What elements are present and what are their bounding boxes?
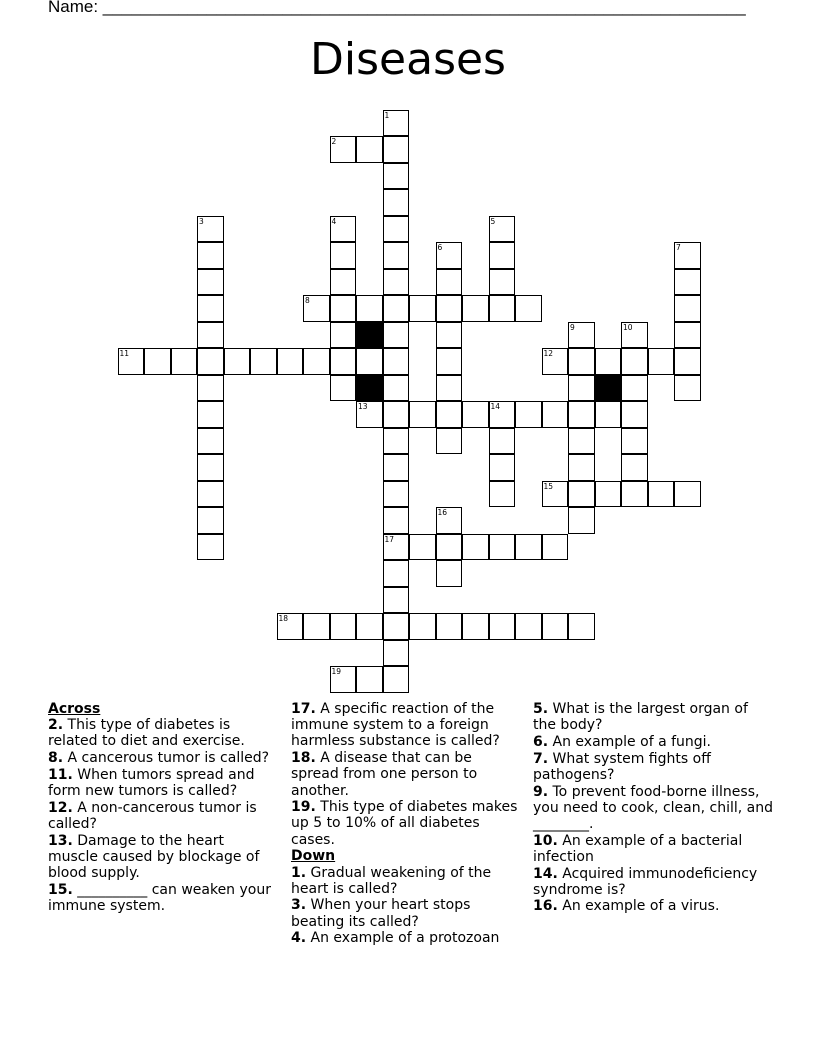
clue-number: 16 — [437, 508, 448, 517]
grid-cell[interactable] — [568, 428, 595, 455]
clue-number: 1 — [384, 110, 390, 120]
grid-cell[interactable] — [197, 401, 224, 428]
clue-label: 7. — [533, 750, 549, 767]
grid-cell[interactable] — [436, 428, 463, 455]
clue-number: 19 — [331, 667, 342, 676]
clue-label: 2. — [48, 717, 64, 734]
clue-text: A specific reaction of the immune system to a foreign harmless substance is called? — [291, 701, 500, 750]
grid-cell[interactable] — [489, 401, 516, 428]
grid-cell[interactable] — [621, 375, 648, 402]
grid-cell[interactable] — [330, 348, 357, 375]
grid-cell[interactable] — [515, 295, 542, 322]
clue-number: 17 — [384, 534, 395, 544]
grid-cell[interactable] — [383, 216, 410, 243]
grid-cell[interactable] — [436, 534, 463, 561]
grid-cell[interactable] — [330, 216, 357, 243]
grid-cell[interactable] — [197, 534, 224, 561]
clue-text: An example of a protozoan — [306, 930, 500, 947]
grid-cell[interactable] — [197, 322, 224, 349]
clue-item — [291, 930, 519, 946]
grid-cell[interactable] — [250, 348, 277, 375]
clue-number: 13 — [358, 402, 368, 411]
grid-cell[interactable] — [330, 666, 357, 693]
grid-cell[interactable] — [197, 269, 224, 296]
clue-item — [291, 701, 519, 750]
grid-cell[interactable] — [674, 242, 701, 269]
clue-text: This type of diabetes is related to diet and exercise. — [48, 717, 245, 750]
grid-cell[interactable] — [436, 242, 463, 269]
grid-cell[interactable] — [383, 534, 410, 561]
grid-cell[interactable] — [568, 348, 595, 375]
grid-cell[interactable] — [436, 322, 463, 349]
grid-cell[interactable] — [197, 216, 224, 243]
grid-cell[interactable] — [674, 295, 701, 322]
grid-cell[interactable] — [542, 481, 569, 508]
grid-cell[interactable] — [621, 401, 648, 428]
grid-cell[interactable] — [383, 242, 410, 269]
grid-cell[interactable] — [383, 507, 410, 534]
clue-item — [48, 750, 276, 766]
grid-cell[interactable] — [595, 401, 622, 428]
grid-cell[interactable] — [489, 428, 516, 455]
grid-cell[interactable] — [330, 136, 357, 163]
grid-cell[interactable] — [515, 613, 542, 640]
grid-cell[interactable] — [674, 269, 701, 296]
clue-text: What system fights off pathogens? — [533, 750, 711, 783]
grid-cell[interactable] — [303, 295, 330, 322]
grid-cell[interactable] — [330, 269, 357, 296]
grid-cell[interactable] — [383, 640, 410, 667]
clue-label: 11. — [48, 766, 73, 783]
clue-label: 18. — [291, 750, 316, 767]
grid-cell[interactable] — [621, 454, 648, 481]
clue-number: 9 — [570, 322, 575, 332]
grid-cell[interactable] — [568, 507, 595, 534]
clue-text: When your heart stops beating its called? — [291, 897, 471, 930]
clue-label: 10. — [533, 832, 558, 849]
grid-cell[interactable] — [621, 322, 648, 349]
grid-cell[interactable] — [489, 295, 516, 322]
grid-cell[interactable] — [303, 348, 330, 375]
grid-cell[interactable] — [330, 242, 357, 269]
clue-text: Acquired immunodeficiency syndrome is? — [533, 865, 758, 898]
clue-number: 11 — [119, 349, 130, 358]
across-heading: Across — [48, 701, 101, 717]
grid-cell[interactable] — [489, 534, 516, 561]
clues-column-1 — [48, 701, 276, 915]
grid-cell[interactable] — [436, 348, 463, 375]
grid-cell[interactable] — [621, 428, 648, 455]
grid-cell[interactable] — [197, 295, 224, 322]
grid-cell[interactable] — [197, 454, 224, 481]
clue-item — [291, 897, 519, 929]
grid-cell[interactable] — [674, 322, 701, 349]
black-cell — [595, 375, 622, 402]
clue-item — [48, 833, 276, 882]
black-cell — [356, 322, 383, 349]
grid-cell[interactable] — [197, 348, 224, 375]
clue-text: What is the largest organ of the body? — [533, 701, 748, 734]
grid-cell[interactable] — [621, 481, 648, 508]
clue-number: 7 — [676, 243, 681, 252]
grid-cell[interactable] — [330, 322, 357, 349]
grid-cell[interactable] — [489, 216, 516, 243]
clue-label: 17. — [291, 701, 316, 717]
grid-cell[interactable] — [118, 348, 145, 375]
clue-number: 18 — [278, 614, 289, 623]
grid-cell[interactable] — [356, 295, 383, 322]
clue-item — [48, 800, 276, 832]
grid-cell[interactable] — [674, 481, 701, 508]
grid-cell[interactable] — [568, 454, 595, 481]
grid-cell[interactable] — [489, 454, 516, 481]
clue-text: When tumors spread and form new tumors is called? — [48, 766, 255, 800]
grid-cell[interactable] — [383, 454, 410, 481]
clue-text: An example of a fungi. — [548, 733, 711, 750]
grid-cell[interactable] — [356, 613, 383, 640]
grid-cell[interactable] — [197, 375, 224, 402]
clue-label: 12. — [48, 799, 73, 816]
grid-cell[interactable] — [383, 560, 410, 587]
grid-cell[interactable] — [489, 242, 516, 269]
grid-cell[interactable] — [383, 189, 410, 216]
grid-cell[interactable] — [383, 322, 410, 349]
clue-item — [533, 784, 773, 833]
grid-cell[interactable] — [383, 110, 410, 137]
clue-label: 8. — [48, 750, 64, 767]
grid-cell[interactable] — [515, 401, 542, 428]
grid-cell[interactable] — [409, 613, 436, 640]
clue-item — [533, 898, 773, 914]
clue-item — [48, 717, 276, 749]
grid-cell[interactable] — [409, 401, 436, 428]
grid-cell[interactable] — [542, 348, 569, 375]
grid-cell[interactable] — [383, 136, 410, 163]
grid-cell[interactable] — [436, 560, 463, 587]
clue-number: 12 — [543, 349, 554, 358]
clue-text: A disease that can be spread from one person to another. — [291, 750, 478, 799]
grid-cell[interactable] — [648, 481, 675, 508]
grid-cell[interactable] — [356, 136, 383, 163]
grid-cell[interactable] — [383, 401, 410, 428]
clues-column-2 — [291, 701, 519, 947]
black-cell — [356, 375, 383, 402]
clue-text: This type of diabetes makes up 5 to 10% of all diabetes cases. — [291, 799, 518, 848]
grid-cell[interactable] — [436, 269, 463, 296]
grid-cell[interactable] — [568, 322, 595, 349]
grid-cell[interactable] — [462, 295, 489, 322]
clue-number: 3 — [199, 216, 204, 226]
clue-item — [48, 882, 276, 914]
clue-text: Gradual weakening of the heart is called? — [291, 864, 492, 897]
clue-text: An example of a virus. — [557, 898, 720, 915]
grid-cell[interactable] — [224, 348, 251, 375]
grid-cell[interactable] — [356, 666, 383, 693]
grid-cell[interactable] — [542, 401, 569, 428]
grid-cell[interactable] — [330, 295, 357, 322]
grid-cell[interactable] — [595, 348, 622, 375]
grid-cell[interactable] — [383, 163, 410, 190]
grid-cell[interactable] — [303, 613, 330, 640]
grid-cell[interactable] — [197, 428, 224, 455]
clues-column-3 — [533, 701, 773, 915]
grid-cell[interactable] — [436, 401, 463, 428]
grid-cell[interactable] — [383, 481, 410, 508]
grid-cell[interactable] — [542, 534, 569, 561]
clue-label: 1. — [291, 864, 307, 881]
grid-cell[interactable] — [568, 613, 595, 640]
clue-item — [533, 734, 773, 750]
grid-cell[interactable] — [436, 613, 463, 640]
clue-label: 9. — [533, 783, 549, 800]
grid-cell[interactable] — [330, 613, 357, 640]
clue-item — [291, 750, 519, 799]
grid-cell[interactable] — [648, 348, 675, 375]
grid-cell[interactable] — [515, 534, 542, 561]
grid-cell[interactable] — [568, 375, 595, 402]
grid-cell[interactable] — [383, 428, 410, 455]
grid-cell[interactable] — [409, 534, 436, 561]
clue-text: A cancerous tumor is called? — [63, 750, 270, 767]
clue-number: 14 — [490, 402, 501, 411]
clue-label: 6. — [533, 733, 549, 750]
clue-number: 4 — [331, 216, 337, 226]
clue-item — [533, 866, 773, 898]
clue-text: An example of a bacterial infection — [533, 832, 743, 865]
grid-cell[interactable] — [356, 348, 383, 375]
clue-number: 8 — [305, 296, 310, 305]
down-heading: Down — [291, 848, 336, 865]
clue-label: 4. — [291, 930, 307, 947]
clue-label: 3. — [291, 897, 307, 914]
grid-cell[interactable] — [595, 481, 622, 508]
grid-cell[interactable] — [197, 481, 224, 508]
grid-cell[interactable] — [462, 401, 489, 428]
grid-cell[interactable] — [462, 613, 489, 640]
grid-cell[interactable] — [568, 401, 595, 428]
grid-cell[interactable] — [568, 481, 595, 508]
grid-cell[interactable] — [489, 613, 516, 640]
clue-item — [291, 865, 519, 897]
grid-cell[interactable] — [383, 375, 410, 402]
grid-cell[interactable] — [436, 507, 463, 534]
clue-number: 6 — [437, 243, 443, 252]
clue-label: 19. — [291, 799, 316, 816]
grid-cell[interactable] — [489, 481, 516, 508]
clue-item — [533, 701, 773, 733]
grid-cell[interactable] — [197, 242, 224, 269]
page-title: Diseases — [310, 34, 506, 85]
clue-text: Damage to the heart muscle caused by blockage of blood supply. — [48, 832, 260, 882]
name-line: Name: ____________________________________________________________________ — [48, 0, 746, 16]
clue-item — [533, 833, 773, 865]
grid-cell[interactable] — [489, 269, 516, 296]
clue-number: 15 — [543, 481, 554, 491]
grid-cell[interactable] — [674, 375, 701, 402]
grid-cell[interactable] — [277, 613, 304, 640]
grid-cell[interactable] — [621, 348, 648, 375]
grid-cell[interactable] — [383, 348, 410, 375]
clue-number: 10 — [623, 322, 633, 332]
grid-cell[interactable] — [144, 348, 171, 375]
grid-cell[interactable] — [462, 534, 489, 561]
grid-cell[interactable] — [383, 666, 410, 693]
grid-cell[interactable] — [330, 375, 357, 402]
grid-cell[interactable] — [383, 295, 410, 322]
grid-cell[interactable] — [171, 348, 198, 375]
clue-label: 5. — [533, 701, 549, 717]
clue-item — [533, 751, 773, 783]
clue-number: 5 — [490, 216, 496, 226]
clue-label: 13. — [48, 832, 73, 849]
grid-cell[interactable] — [436, 295, 463, 322]
clue-label: 14. — [533, 865, 558, 882]
grid-cell[interactable] — [674, 348, 701, 375]
clue-item — [48, 767, 276, 799]
clue-label: 16. — [533, 898, 558, 915]
grid-cell[interactable] — [409, 295, 436, 322]
grid-cell[interactable] — [383, 269, 410, 296]
grid-cell[interactable] — [356, 401, 383, 428]
clue-text: A non-cancerous tumor is called? — [48, 799, 257, 832]
grid-cell[interactable] — [197, 507, 224, 534]
grid-cell[interactable] — [542, 613, 569, 640]
clue-text: __________ can weaken your immune system. — [48, 881, 271, 914]
grid-cell[interactable] — [383, 587, 410, 614]
clue-item — [291, 799, 519, 848]
clue-label: 15. — [48, 881, 73, 898]
grid-cell[interactable] — [277, 348, 304, 375]
clue-text: To prevent food-borne illness, you need to cook, clean, chill, and ________. — [533, 783, 773, 832]
grid-cell[interactable] — [383, 613, 410, 640]
grid-cell[interactable] — [436, 375, 463, 402]
clue-number: 2 — [331, 137, 337, 146]
